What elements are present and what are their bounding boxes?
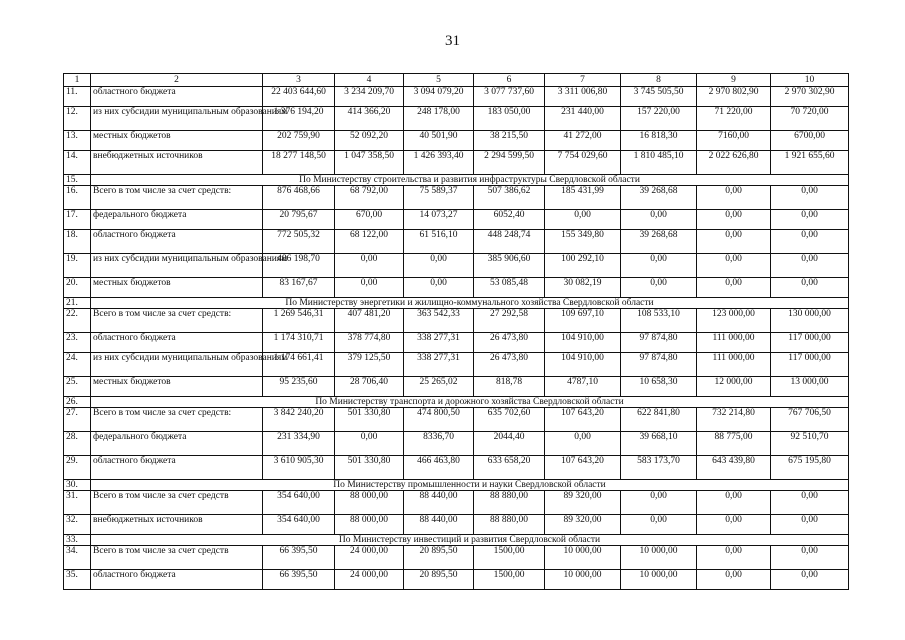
value-cell: 3 311 006,80: [545, 87, 621, 107]
value-cell: 0,00: [771, 570, 849, 590]
value-cell: 622 841,80: [621, 408, 697, 432]
value-cell: 41 272,00: [545, 131, 621, 151]
row-number: 32.: [64, 515, 91, 535]
row-label: местных бюджетов: [91, 131, 263, 151]
value-cell: 0,00: [621, 515, 697, 535]
value-cell: 109 697,10: [545, 309, 621, 333]
value-cell: 20 895,50: [404, 570, 474, 590]
value-cell: 0,00: [621, 491, 697, 515]
value-cell: 66 395,50: [263, 546, 335, 570]
value-cell: 675 195,80: [771, 456, 849, 480]
row-number: 19.: [64, 254, 91, 278]
value-cell: 10 000,00: [621, 546, 697, 570]
table-row: [64, 546, 849, 570]
value-cell: 0,00: [621, 210, 697, 230]
value-cell: 407 481,20: [335, 309, 404, 333]
value-cell: 633 658,20: [474, 456, 545, 480]
table-row: [64, 333, 849, 353]
row-label: Всего в том числе за счет средств:: [91, 186, 263, 210]
table-row: [64, 186, 849, 210]
table-row: [64, 87, 849, 107]
value-cell: 104 910,00: [545, 333, 621, 353]
table-row: [64, 131, 849, 151]
value-cell: 1 174 310,71: [263, 333, 335, 353]
row-label: областного бюджета: [91, 456, 263, 480]
value-cell: 130 000,00: [771, 309, 849, 333]
value-cell: 97 874,80: [621, 333, 697, 353]
value-cell: 52 092,20: [335, 131, 404, 151]
value-cell: 2 970 302,90: [771, 87, 849, 107]
value-cell: 379 125,50: [335, 353, 404, 377]
value-cell: 466 463,80: [404, 456, 474, 480]
value-cell: 26 473,80: [474, 353, 545, 377]
value-cell: 185 431,99: [545, 186, 621, 210]
value-cell: 0,00: [771, 278, 849, 298]
section-title: По Министерству промышленности и науки Свердловской области: [91, 480, 849, 491]
value-cell: 92 510,70: [771, 432, 849, 456]
value-cell: 0,00: [697, 515, 771, 535]
table-row: [64, 408, 849, 432]
row-number: 12.: [64, 107, 91, 131]
row-label: Всего в том числе за счет средств: [91, 546, 263, 570]
column-header: 4: [335, 74, 404, 87]
column-header: 9: [697, 74, 771, 87]
column-header: 10: [771, 74, 849, 87]
value-cell: 22 403 644,60: [263, 87, 335, 107]
value-cell: 39 268,68: [621, 186, 697, 210]
column-header: 5: [404, 74, 474, 87]
value-cell: 1500,00: [474, 570, 545, 590]
value-cell: 635 702,60: [474, 408, 545, 432]
row-label: Всего в том числе за счет средств:: [91, 309, 263, 333]
value-cell: 2044,40: [474, 432, 545, 456]
value-cell: 10 658,30: [621, 377, 697, 397]
value-cell: 0,00: [697, 186, 771, 210]
value-cell: 338 277,31: [404, 333, 474, 353]
value-cell: 88 000,00: [335, 491, 404, 515]
value-cell: 643 439,80: [697, 456, 771, 480]
value-cell: 1 269 546,31: [263, 309, 335, 333]
value-cell: 448 248,74: [474, 230, 545, 254]
value-cell: 0,00: [545, 432, 621, 456]
value-cell: 6700,00: [771, 131, 849, 151]
value-cell: 0,00: [771, 230, 849, 254]
value-cell: 111 000,00: [697, 333, 771, 353]
value-cell: 75 589,37: [404, 186, 474, 210]
table-row: [64, 515, 849, 535]
table-row: [64, 491, 849, 515]
row-number: 17.: [64, 210, 91, 230]
value-cell: 89 320,00: [545, 515, 621, 535]
value-cell: 4787,10: [545, 377, 621, 397]
value-cell: 26 473,80: [474, 333, 545, 353]
value-cell: 20 795,67: [263, 210, 335, 230]
value-cell: 3 745 505,50: [621, 87, 697, 107]
value-cell: 507 386,62: [474, 186, 545, 210]
row-label: федерального бюджета: [91, 432, 263, 456]
table-row: [64, 377, 849, 397]
value-cell: 583 173,70: [621, 456, 697, 480]
row-label: внебюджетных источников: [91, 515, 263, 535]
value-cell: 155 349,80: [545, 230, 621, 254]
value-cell: 88 000,00: [335, 515, 404, 535]
row-label: из них субсидии муниципальным образованиям: [91, 107, 263, 131]
value-cell: 111 000,00: [697, 353, 771, 377]
table-row: [64, 456, 849, 480]
section-row: [64, 298, 849, 309]
table-row: [64, 309, 849, 333]
section-row: [64, 480, 849, 491]
column-header: 3: [263, 74, 335, 87]
value-cell: 0,00: [771, 515, 849, 535]
row-label: местных бюджетов: [91, 278, 263, 298]
row-number: 34.: [64, 546, 91, 570]
row-number: 29.: [64, 456, 91, 480]
value-cell: 0,00: [697, 254, 771, 278]
value-cell: 2 970 802,90: [697, 87, 771, 107]
value-cell: 670,00: [335, 210, 404, 230]
value-cell: 0,00: [545, 210, 621, 230]
value-cell: 117 000,00: [771, 333, 849, 353]
value-cell: 363 542,33: [404, 309, 474, 333]
value-cell: 0,00: [621, 254, 697, 278]
value-cell: 89 320,00: [545, 491, 621, 515]
value-cell: 16 818,30: [621, 131, 697, 151]
value-cell: 68 792,00: [335, 186, 404, 210]
row-label: Всего в том числе за счет средств:: [91, 408, 263, 432]
table-row: [64, 278, 849, 298]
value-cell: 486 198,70: [263, 254, 335, 278]
value-cell: 88 880,00: [474, 515, 545, 535]
value-cell: 414 366,20: [335, 107, 404, 131]
value-cell: 40 501,90: [404, 131, 474, 151]
value-cell: 8336,70: [404, 432, 474, 456]
value-cell: 10 000,00: [545, 570, 621, 590]
value-cell: 0,00: [697, 491, 771, 515]
value-cell: 70 720,00: [771, 107, 849, 131]
value-cell: 767 706,50: [771, 408, 849, 432]
value-cell: 354 640,00: [263, 515, 335, 535]
row-number: 20.: [64, 278, 91, 298]
value-cell: 117 000,00: [771, 353, 849, 377]
value-cell: 7160,00: [697, 131, 771, 151]
row-number: 14.: [64, 151, 91, 175]
value-cell: 28 706,40: [335, 377, 404, 397]
value-cell: 474 800,50: [404, 408, 474, 432]
value-cell: 107 643,20: [545, 408, 621, 432]
value-cell: 1 810 485,10: [621, 151, 697, 175]
value-cell: 24 000,00: [335, 546, 404, 570]
value-cell: 0,00: [404, 254, 474, 278]
value-cell: 1 047 358,50: [335, 151, 404, 175]
value-cell: 378 774,80: [335, 333, 404, 353]
row-number: 18.: [64, 230, 91, 254]
value-cell: 1 426 393,40: [404, 151, 474, 175]
value-cell: 818,78: [474, 377, 545, 397]
value-cell: 97 874,80: [621, 353, 697, 377]
value-cell: 0,00: [335, 278, 404, 298]
value-cell: 88 775,00: [697, 432, 771, 456]
value-cell: 0,00: [771, 546, 849, 570]
table-row: [64, 107, 849, 131]
column-header: 7: [545, 74, 621, 87]
value-cell: 2 022 626,80: [697, 151, 771, 175]
row-label: из них субсидии муниципальным образованиям: [91, 353, 263, 377]
value-cell: 0,00: [697, 230, 771, 254]
value-cell: 3 077 737,60: [474, 87, 545, 107]
value-cell: 732 214,80: [697, 408, 771, 432]
table-row: [64, 432, 849, 456]
value-cell: 0,00: [697, 278, 771, 298]
row-number: 26.: [64, 397, 91, 408]
row-label: федерального бюджета: [91, 210, 263, 230]
value-cell: 1 174 661,41: [263, 353, 335, 377]
value-cell: 3 842 240,20: [263, 408, 335, 432]
row-number: 15.: [64, 175, 91, 186]
value-cell: 88 440,00: [404, 515, 474, 535]
table-row: [64, 254, 849, 278]
section-title: По Министерству энергетики и жилищно-коммунального хозяйства Свердловской области: [91, 298, 849, 309]
value-cell: 13 000,00: [771, 377, 849, 397]
value-cell: 501 330,80: [335, 456, 404, 480]
row-number: 27.: [64, 408, 91, 432]
value-cell: 2 294 599,50: [474, 151, 545, 175]
section-row: [64, 535, 849, 546]
row-number: 22.: [64, 309, 91, 333]
value-cell: 27 292,58: [474, 309, 545, 333]
value-cell: 0,00: [697, 210, 771, 230]
row-label: внебюджетных источников: [91, 151, 263, 175]
column-header: 2: [91, 74, 263, 87]
value-cell: 7 754 029,60: [545, 151, 621, 175]
section-title: По Министерству транспорта и дорожного хозяйства Свердловской области: [91, 397, 849, 408]
column-header: 6: [474, 74, 545, 87]
budget-table: [63, 73, 849, 590]
value-cell: 0,00: [621, 278, 697, 298]
section-row: [64, 175, 849, 186]
value-cell: 202 759,90: [263, 131, 335, 151]
value-cell: 3 094 079,20: [404, 87, 474, 107]
value-cell: 338 277,31: [404, 353, 474, 377]
row-number: 35.: [64, 570, 91, 590]
value-cell: 3 234 209,70: [335, 87, 404, 107]
value-cell: 1 921 655,60: [771, 151, 849, 175]
column-header: 1: [64, 74, 91, 87]
value-cell: 107 643,20: [545, 456, 621, 480]
row-number: 25.: [64, 377, 91, 397]
value-cell: 38 215,50: [474, 131, 545, 151]
value-cell: 39 268,68: [621, 230, 697, 254]
value-cell: 108 533,10: [621, 309, 697, 333]
value-cell: 20 895,50: [404, 546, 474, 570]
table-body: [64, 74, 849, 590]
value-cell: 18 277 148,50: [263, 151, 335, 175]
value-cell: 104 910,00: [545, 353, 621, 377]
value-cell: 1 376 194,20: [263, 107, 335, 131]
value-cell: 0,00: [404, 278, 474, 298]
value-cell: 876 468,66: [263, 186, 335, 210]
value-cell: 385 906,60: [474, 254, 545, 278]
value-cell: 68 122,00: [335, 230, 404, 254]
table-row: [64, 151, 849, 175]
value-cell: 12 000,00: [697, 377, 771, 397]
value-cell: 3 610 905,30: [263, 456, 335, 480]
row-number: 23.: [64, 333, 91, 353]
table-row: [64, 210, 849, 230]
row-label: из них субсидии муниципальным образованиям: [91, 254, 263, 278]
section-row: [64, 397, 849, 408]
value-cell: 772 505,32: [263, 230, 335, 254]
value-cell: 71 220,00: [697, 107, 771, 131]
row-number: 16.: [64, 186, 91, 210]
value-cell: 83 167,67: [263, 278, 335, 298]
value-cell: 0,00: [335, 432, 404, 456]
value-cell: 88 440,00: [404, 491, 474, 515]
row-label: областного бюджета: [91, 333, 263, 353]
value-cell: 14 073,27: [404, 210, 474, 230]
value-cell: 501 330,80: [335, 408, 404, 432]
value-cell: 123 000,00: [697, 309, 771, 333]
row-number: 28.: [64, 432, 91, 456]
section-title: По Министерству строительства и развития инфраструктуры Свердловской области: [91, 175, 849, 186]
value-cell: 30 082,19: [545, 278, 621, 298]
page-number: 31: [445, 33, 460, 49]
value-cell: 10 000,00: [545, 546, 621, 570]
value-cell: 95 235,60: [263, 377, 335, 397]
table-row: [64, 230, 849, 254]
value-cell: 53 085,48: [474, 278, 545, 298]
value-cell: 100 292,10: [545, 254, 621, 278]
row-number: 24.: [64, 353, 91, 377]
value-cell: 354 640,00: [263, 491, 335, 515]
value-cell: 39 668,10: [621, 432, 697, 456]
row-number: 33.: [64, 535, 91, 546]
row-label: местных бюджетов: [91, 377, 263, 397]
value-cell: 231 440,00: [545, 107, 621, 131]
value-cell: 157 220,00: [621, 107, 697, 131]
value-cell: 10 000,00: [621, 570, 697, 590]
row-label: областного бюджета: [91, 570, 263, 590]
value-cell: 0,00: [697, 546, 771, 570]
value-cell: 61 516,10: [404, 230, 474, 254]
row-number: 21.: [64, 298, 91, 309]
value-cell: 88 880,00: [474, 491, 545, 515]
row-label: областного бюджета: [91, 87, 263, 107]
value-cell: 1500,00: [474, 546, 545, 570]
value-cell: 0,00: [335, 254, 404, 278]
value-cell: 0,00: [697, 570, 771, 590]
row-label: областного бюджета: [91, 230, 263, 254]
value-cell: 0,00: [771, 491, 849, 515]
section-title: По Министерству инвестиций и развития Свердловской области: [91, 535, 849, 546]
table-header-row: [64, 74, 849, 87]
value-cell: 231 334,90: [263, 432, 335, 456]
value-cell: 24 000,00: [335, 570, 404, 590]
value-cell: 0,00: [771, 254, 849, 278]
value-cell: 6052,40: [474, 210, 545, 230]
table-row: [64, 353, 849, 377]
row-number: 30.: [64, 480, 91, 491]
table-row: [64, 570, 849, 590]
value-cell: 0,00: [771, 210, 849, 230]
value-cell: 25 265,02: [404, 377, 474, 397]
value-cell: 248 178,00: [404, 107, 474, 131]
row-number: 13.: [64, 131, 91, 151]
column-header: 8: [621, 74, 697, 87]
value-cell: 66 395,50: [263, 570, 335, 590]
row-number: 31.: [64, 491, 91, 515]
value-cell: 0,00: [771, 186, 849, 210]
value-cell: 183 050,00: [474, 107, 545, 131]
row-number: 11.: [64, 87, 91, 107]
row-label: Всего в том числе за счет средств: [91, 491, 263, 515]
